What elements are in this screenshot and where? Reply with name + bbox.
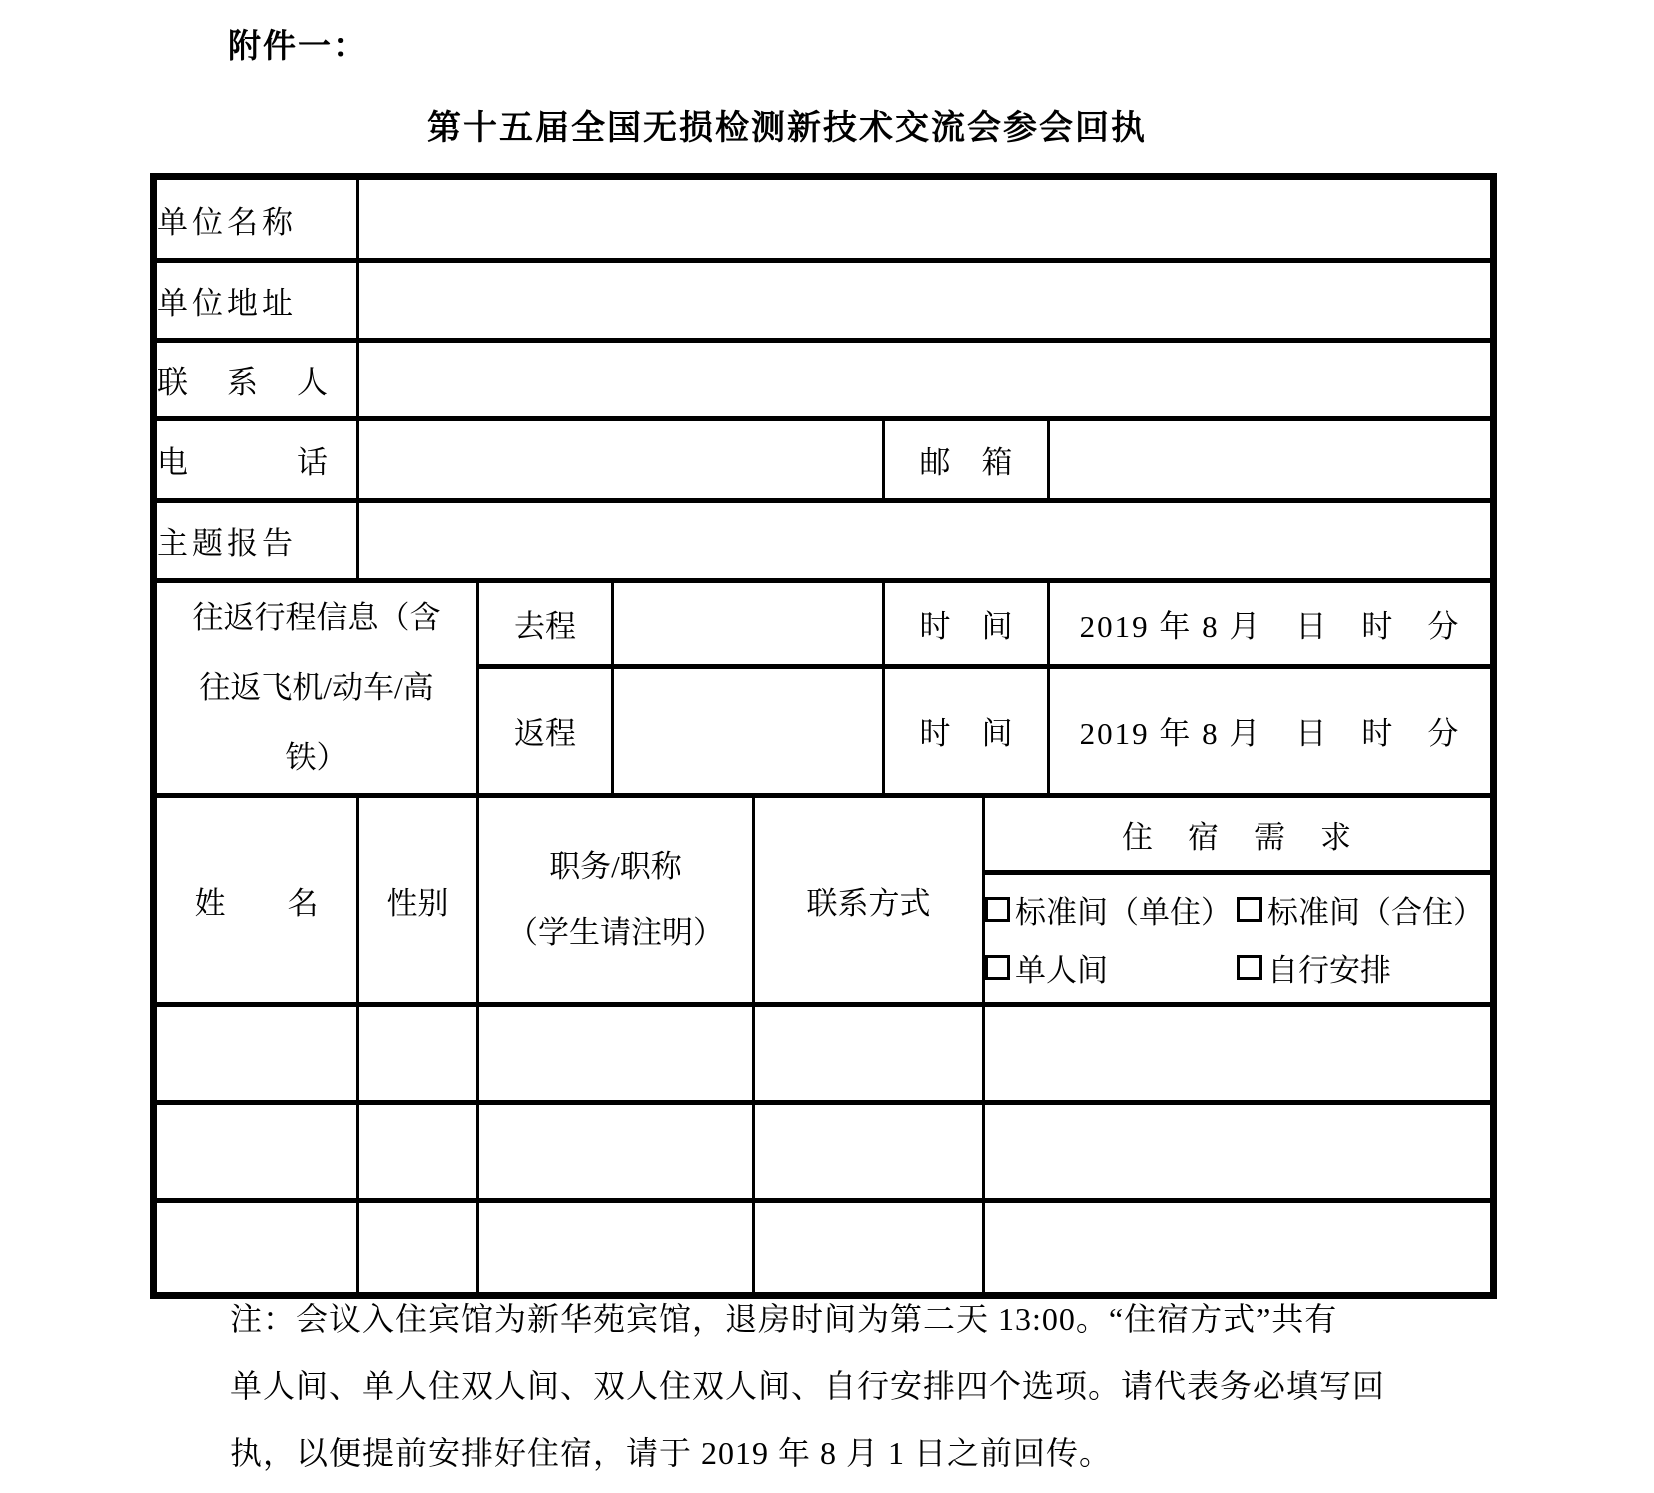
- guest-contact-cell[interactable]: [754, 1103, 984, 1201]
- position-label-line1: 职务/职称: [549, 849, 682, 884]
- contact-person-row: [154, 341, 1494, 419]
- guest-row: [154, 1005, 1494, 1103]
- guest-contact-cell[interactable]: [754, 1005, 984, 1103]
- guest-name-cell[interactable]: [154, 1201, 358, 1296]
- gender-column-header: 性别: [358, 796, 478, 1005]
- attendee-header-row: [154, 796, 1494, 873]
- contact-person-input[interactable]: [358, 341, 1494, 419]
- topic-report-label: 主题报告: [154, 501, 358, 581]
- option-label: 自行安排: [1267, 953, 1391, 988]
- phone-email-row: [154, 419, 1494, 501]
- phone-label: 电 话: [154, 419, 358, 501]
- unit-address-input[interactable]: [358, 261, 1494, 341]
- option-label: 标准间（单住）: [1015, 895, 1232, 930]
- topic-report-input[interactable]: [358, 501, 1494, 581]
- accommodation-options-line2: [985, 939, 1490, 997]
- option-self-arranged[interactable]: [1237, 945, 1391, 990]
- guest-accommodation-cell[interactable]: [984, 1103, 1494, 1201]
- guest-gender-cell[interactable]: [358, 1005, 478, 1103]
- guest-accommodation-cell[interactable]: [984, 1005, 1494, 1103]
- trip-info-label: [154, 581, 478, 796]
- option-label: 标准间（合住）: [1267, 895, 1484, 930]
- unit-name-input[interactable]: [358, 177, 1494, 261]
- option-label: 单人间: [1015, 953, 1108, 988]
- accommodation-options-line1: [985, 881, 1490, 939]
- footnote: [230, 1286, 1430, 1487]
- position-column-header: [478, 796, 754, 1005]
- outbound-label: 去程: [478, 581, 613, 667]
- name-column-header: 姓 名: [154, 796, 358, 1005]
- trip-info-label-line3: 铁）: [285, 740, 348, 775]
- contact-method-column-header: 联系方式: [754, 796, 984, 1005]
- outbound-time-value[interactable]: 2019 年 8 月 日 时 分: [1049, 581, 1494, 667]
- page-title: 第十五届全国无损检测新技术交流会参会回执: [427, 110, 1147, 147]
- guest-row: [154, 1103, 1494, 1201]
- checkbox-icon[interactable]: [1237, 897, 1262, 922]
- trip-info-label-line1: 往返行程信息（含: [192, 600, 441, 635]
- outbound-time-label: 时 间: [884, 581, 1049, 667]
- footnote-line3: 执，以便提前安排好住宿，请于 2019 年 8 月 1 日之前回传。: [230, 1435, 1113, 1471]
- position-label-line2: （学生请注明）: [507, 915, 724, 950]
- option-standard-single[interactable]: [985, 887, 1237, 932]
- topic-report-row: [154, 501, 1494, 581]
- guest-contact-cell[interactable]: [754, 1201, 984, 1296]
- checkbox-icon[interactable]: [985, 955, 1010, 980]
- registration-form-table: [150, 173, 1497, 1299]
- guest-accommodation-cell[interactable]: [984, 1201, 1494, 1296]
- email-input[interactable]: [1049, 419, 1494, 501]
- unit-address-row: [154, 261, 1494, 341]
- guest-row: [154, 1201, 1494, 1296]
- guest-name-cell[interactable]: [154, 1005, 358, 1103]
- checkbox-icon[interactable]: [985, 897, 1010, 922]
- footnote-line2: 单人间、单人住双人间、双人住双人间、自行安排四个选项。请代表务必填写回: [230, 1368, 1386, 1404]
- footnote-line1: 注：会议入住宾馆为新华苑宾馆，退房时间为第二天 13:00。“住宿方式”共有: [230, 1301, 1338, 1337]
- outbound-input[interactable]: [613, 581, 884, 667]
- trip-info-label-line2: 往返飞机/动车/高: [199, 670, 434, 705]
- guest-name-cell[interactable]: [154, 1103, 358, 1201]
- return-time-label: 时 间: [884, 666, 1049, 795]
- phone-input[interactable]: [358, 419, 884, 501]
- contact-person-label: 联 系 人: [154, 341, 358, 419]
- guest-position-cell[interactable]: [478, 1103, 754, 1201]
- accommodation-options-cell: [984, 873, 1494, 1005]
- guest-gender-cell[interactable]: [358, 1103, 478, 1201]
- checkbox-icon[interactable]: [1237, 955, 1262, 980]
- return-input[interactable]: [613, 666, 884, 795]
- email-label: 邮 箱: [884, 419, 1049, 501]
- return-time-value[interactable]: 2019 年 8 月 日 时 分: [1049, 666, 1494, 795]
- unit-address-label: 单位地址: [154, 261, 358, 341]
- outbound-trip-row: [154, 581, 1494, 667]
- return-label: 返程: [478, 666, 613, 795]
- unit-name-label: 单位名称: [154, 177, 358, 261]
- guest-position-cell[interactable]: [478, 1201, 754, 1296]
- option-standard-shared[interactable]: [1237, 887, 1484, 932]
- guest-gender-cell[interactable]: [358, 1201, 478, 1296]
- option-single-room[interactable]: [985, 945, 1237, 990]
- unit-name-row: [154, 177, 1494, 261]
- accommodation-header: 住 宿 需 求: [984, 796, 1494, 873]
- guest-position-cell[interactable]: [478, 1005, 754, 1103]
- attachment-label: 附件一：: [228, 29, 368, 65]
